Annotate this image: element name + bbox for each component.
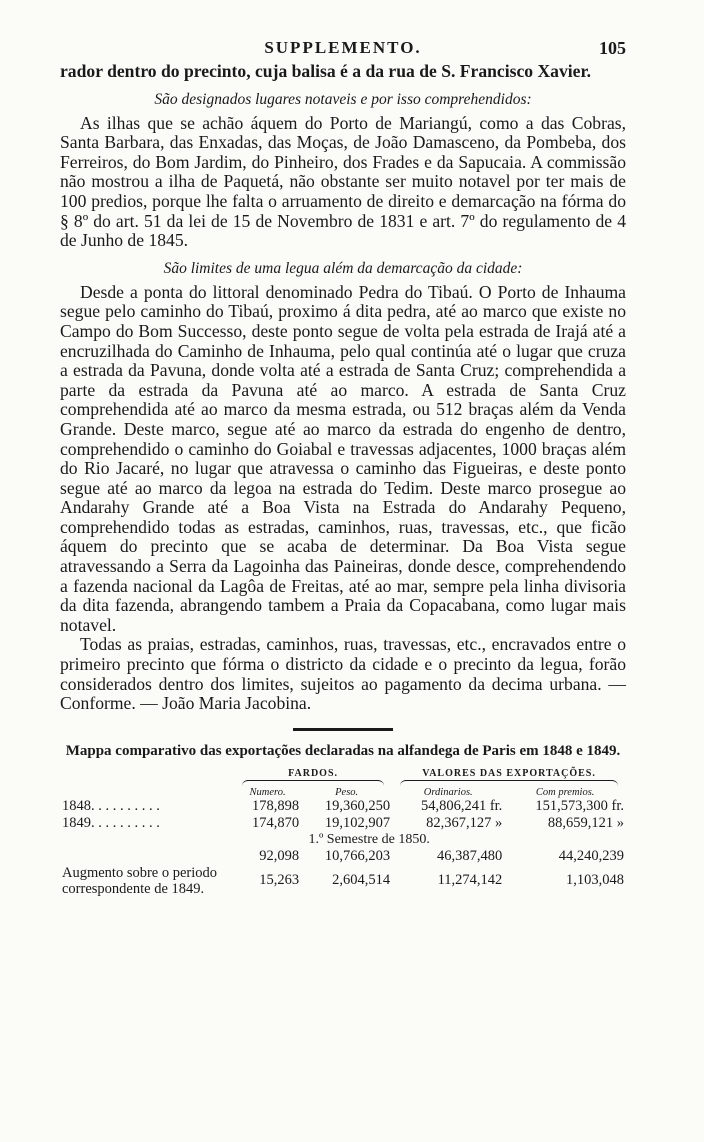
row-label: 1848. . . . . . . . . .: [62, 797, 160, 814]
cell-ordinarios: 82,367,127 »: [426, 814, 503, 831]
cell-numero: 92,098: [259, 847, 300, 864]
cell-premios: 1,103,048: [566, 872, 624, 889]
group-fardos-cell: [234, 768, 392, 787]
col-numero: Numero.: [249, 786, 286, 798]
row-label: 1849. . . . . . . . . .: [62, 814, 160, 831]
heading-notable-places: São designados lugares notaveis e por isso comprehendidos:: [154, 90, 532, 108]
col-ordinarios: Ordinarios.: [423, 786, 473, 798]
table-row: [60, 798, 626, 815]
group-valores: VALORES DAS EXPORTAÇÕES.: [422, 767, 596, 779]
cell-ordinarios: 54,806,241 fr.: [420, 797, 503, 814]
section-rule: [293, 728, 393, 731]
group-fardos: FARDOS.: [288, 767, 339, 779]
table-row: [60, 848, 626, 865]
group-valores-cell: [392, 768, 626, 787]
table-row: [60, 865, 626, 897]
cell-numero: 174,870: [252, 814, 300, 831]
table-title: Mappa comparativo das exportações declaradas na alfandega de Paris em 1848 e 1849.: [65, 742, 621, 759]
col-peso: Peso.: [335, 786, 359, 798]
cell-numero: 178,898: [252, 797, 300, 814]
cell-ordinarios: 11,274,142: [437, 872, 503, 889]
cell-numero: 15,263: [259, 872, 300, 889]
page-number: 105: [599, 38, 626, 58]
cell-peso: 19,360,250: [324, 797, 391, 814]
cell-peso: 19,102,907: [324, 814, 391, 831]
augment-label: Augmento sobre o periodo correspondente de 1849.: [62, 864, 218, 897]
paragraph-islands: As ilhas que se achão áquem do Porto de Mariangú, como a das Cobras, Santa Barbara, das Enxadas, das Moças, de João Damasceno, da Pombeba, dos Ferreiros, do Bom Jardim, do Pinheiro, dos Frades e da Sapucaia. A commissão não mostrou a ilha de Paquetá, não obstante ser muito notavel por ter mais de 100 predios, porque lhe falta o arruamento de direito e demarcação na fórma do § 8º do art. 51 da lei de 15 de Novembro de 1831 e art. 7º do regulamento de 4 de Junho de 1845.: [60, 112, 626, 251]
col-premios: Com premios.: [535, 786, 595, 798]
cell-peso: 2,604,514: [332, 872, 391, 889]
cell-peso: 10,766,203: [324, 847, 391, 864]
cell-ordinarios: 46,387,480: [437, 847, 503, 864]
paragraph-conclusion: Todas as praias, estradas, caminhos, ruas, travessas, etc., encravados entre o primeiro precinto que fórma o districto da cidade e o precinto da legua, forão considerados dentro dos limites, sujeitos ao pagamento da decima urbana. — Conforme. — João Maria Jacobina.: [60, 634, 626, 714]
cell-premios: 88,659,121 »: [547, 814, 624, 831]
heading-limits: São limites de uma legua além da demarcação da cidade:: [163, 259, 523, 277]
paragraph-limits: Desde a ponta do littoral denominado Pedra do Tibaú. O Porto de Inhauma segue pelo caminho do Tibaú, proximo á dita pedra, até ao marco que existe no Campo do Bom Successo, deste ponto segue de volta pela estrada de Irajá até a encruzilhada do Caminho de Inhauma, pelo qual continúa até o lugar que cruza a estrada da Pavuna, donde volta até a estrada de Santa Cruz; comprehendida a parte da estrada da Pavuna até ao marco. A estrada de Santa Cruz comprehendida até ao marco da mesma estrada, ou 512 braças além da Venda Grande. Deste marco, segue até ao marco da estrada do engenho de dentro, comprehendido o caminho do Goiabal e travessas adjacentes, 1000 braças além do Rio Jacaré, no lugar que atravessa o caminho das Figueiras, e deste ponto segue até ao marco da legoa na estrada do Tedim. Deste marco prosegue ao Andarahy Grande até a Boa Vista na Estrada do Andarahy Pequeno, comprehendido todas as estradas, caminhos, ruas, travessas, etc., que ficão áquem do precinto que se acaba de determinar. Da Boa Vista segue atravessando a Serra da Lagoinha das Paineiras, donde desce, comprehendendo a fazenda nacional da Lagôa de Freitas, até ao mar, sempre pela linha divisoria da dita fazenda, abrangendo tambem a Praia da Copacabana, como lugar mais notavel.: [60, 281, 626, 635]
semester-label: 1.º Semestre de 1850.: [308, 831, 430, 847]
cell-premios: 151,573,300 fr.: [535, 797, 624, 814]
brace-valores: [400, 780, 618, 787]
running-head: [60, 38, 626, 62]
running-title: SUPPLEMENTO.: [264, 38, 422, 57]
table-row: [60, 815, 626, 832]
export-table: [60, 768, 626, 897]
cell-premios: 44,240,239: [558, 847, 624, 864]
brace-fardos: [242, 780, 384, 787]
paragraph-top: rador dentro do precinto, cuja balisa é a da rua de S. Francisco Xavier.: [60, 61, 592, 81]
